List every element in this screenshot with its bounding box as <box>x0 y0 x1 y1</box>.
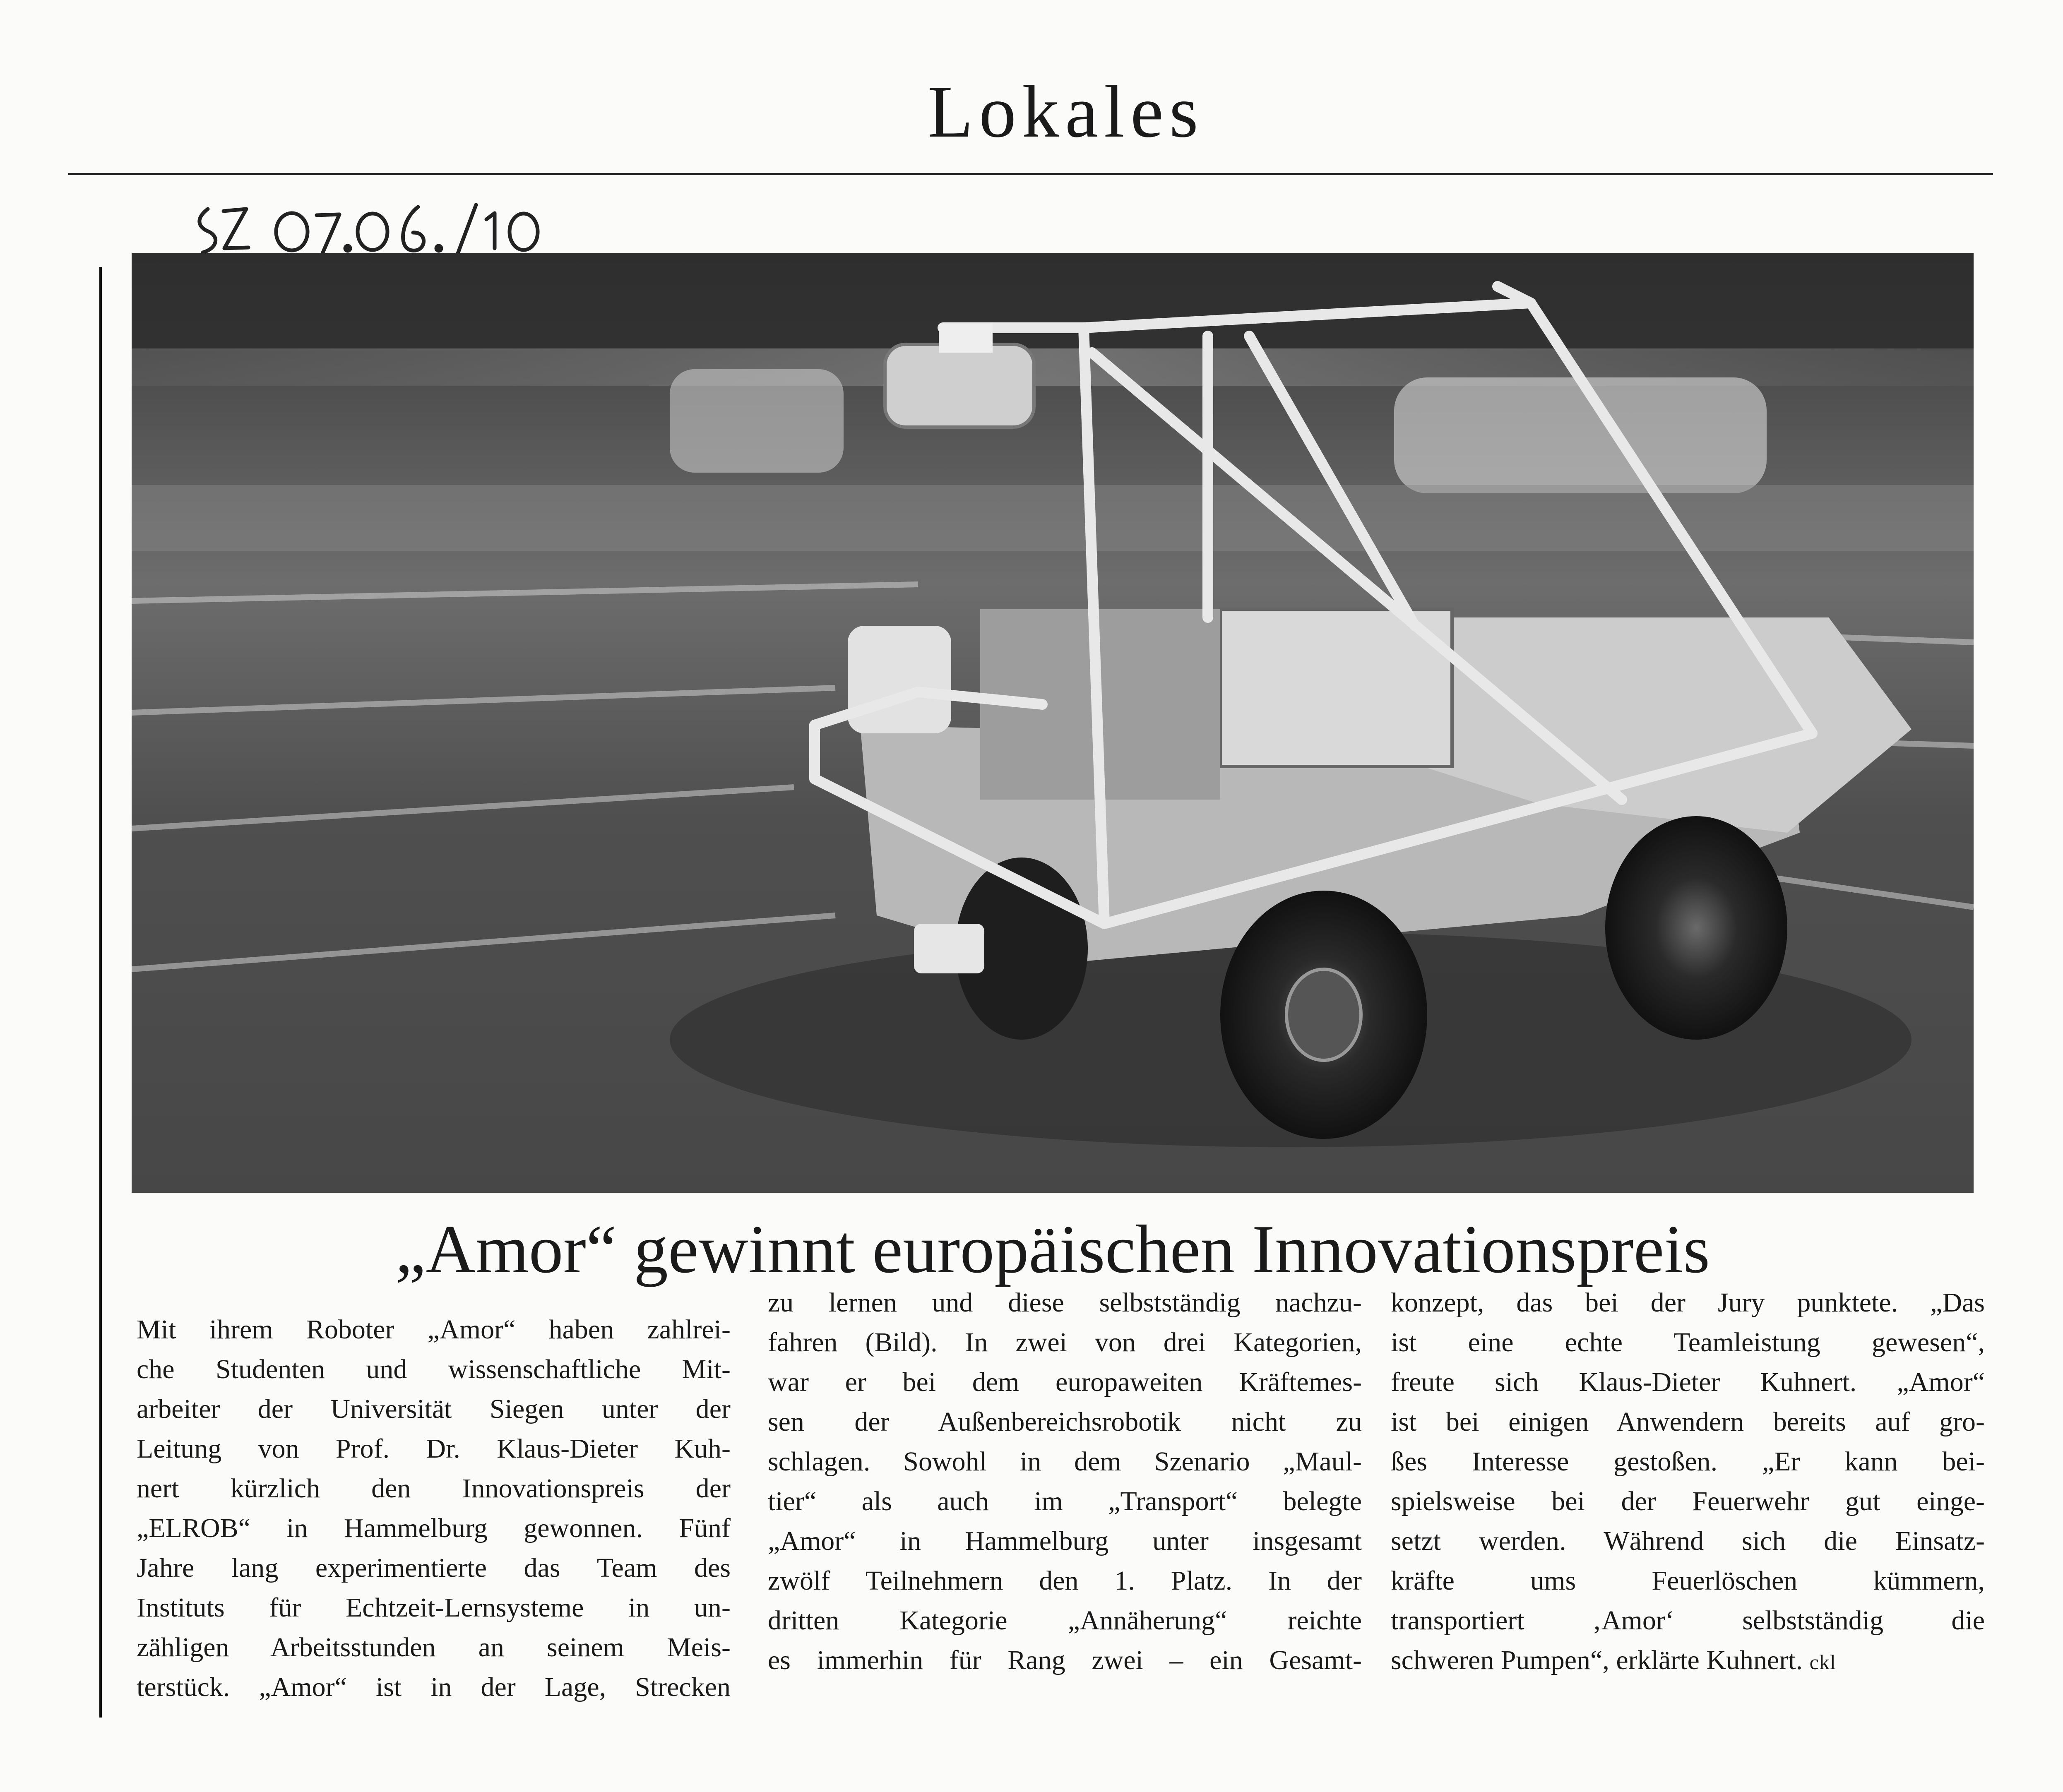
handwritten-date-note <box>186 186 559 261</box>
text-line: arbeiter der Universität Siegen unter der <box>137 1394 731 1424</box>
text-line: ist eine echte Teamleistung gewesen“, <box>1391 1327 1985 1357</box>
text-line: konzept, das bei der Jury punktete. „Das <box>1391 1288 1985 1318</box>
text-line: freute sich Klaus-Dieter Kuhnert. „Amor“ <box>1391 1367 1985 1397</box>
text-line: Jahre lang experimentierte das Team des <box>137 1553 731 1583</box>
column-rule <box>99 267 102 1718</box>
text-line: terstück. „Amor“ ist in der Lage, Strecken <box>137 1672 731 1702</box>
text-line: setzt werden. Während sich die Einsatz- <box>1391 1526 1985 1556</box>
text-line: nert kürzlich den Innovationspreis der <box>137 1473 731 1504</box>
text-line: che Studenten und wissenschaftliche Mit- <box>137 1354 731 1384</box>
text-line: ist bei einigen Anwendern bereits auf gro- <box>1391 1407 1985 1437</box>
text-line: Instituts für Echtzeit-Lernsysteme in un- <box>137 1593 731 1623</box>
article-headline: „Amor“ gewinnt europäischen Innovationspreis <box>395 1211 1710 1287</box>
text-line-content: schweren Pumpen“, erklärte Kuhnert. <box>1391 1645 1803 1675</box>
text-line: zwölf Teilnehmern den 1. Platz. In der <box>768 1566 1362 1596</box>
text-line <box>1391 1641 1985 1682</box>
text-line: „Amor“ in Hammelburg unter insgesamt <box>768 1526 1362 1556</box>
text-line: tier“ als auch im „Transport“ belegte <box>768 1486 1362 1516</box>
text-line: war er bei dem europaweiten Kräftemes- <box>768 1367 1362 1397</box>
author-initials: ckl <box>1809 1650 1836 1674</box>
text-line: spielsweise bei der Feuerwehr gut einge- <box>1391 1486 1985 1516</box>
text-line: Leitung von Prof. Dr. Klaus-Dieter Kuh- <box>137 1434 731 1464</box>
text-line: sen der Außenbereichsrobotik nicht zu <box>768 1407 1362 1437</box>
text-line: fahren (Bild). In zwei von drei Kategorien, <box>768 1327 1362 1357</box>
text-line: transportiert ‚Amor‘ selbstständig die <box>1391 1605 1985 1636</box>
text-line: kräfte ums Feuerlöschen kümmern, <box>1391 1566 1985 1596</box>
header-rule <box>68 173 1993 175</box>
text-line: dritten Kategorie „Annäherung“ reichte <box>768 1605 1362 1636</box>
text-line: es immerhin für Rang zwei – ein Gesamt- <box>768 1645 1362 1675</box>
text-line: zu lernen und diese selbstständig nachzu- <box>768 1288 1362 1318</box>
article-column-2 <box>768 1283 1362 1680</box>
text-line: ßes Interesse gestoßen. „Er kann bei- <box>1391 1446 1985 1477</box>
text-line: Mit ihrem Roboter „Amor“ haben zahlrei- <box>137 1314 731 1345</box>
text-line: „ELROB“ in Hammelburg gewonnen. Fünf <box>137 1513 731 1543</box>
robot-vehicle-photo <box>132 253 1974 1193</box>
text-line: schlagen. Sowohl in dem Szenario „Maul- <box>768 1446 1362 1477</box>
article-column-1 <box>137 1310 731 1707</box>
text-line: zähligen Arbeitsstunden an seinem Meis- <box>137 1632 731 1662</box>
article-column-3 <box>1391 1283 1985 1682</box>
section-title: Lokales <box>928 70 1204 153</box>
